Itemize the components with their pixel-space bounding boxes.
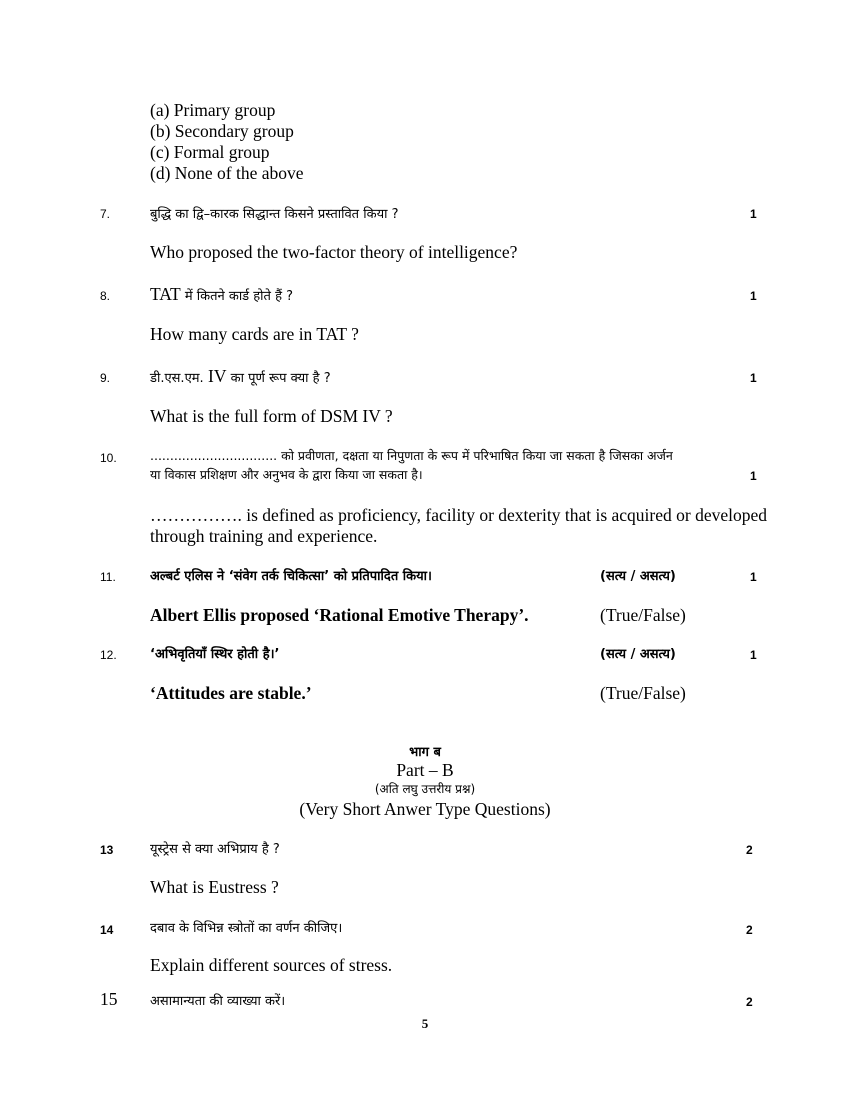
question-mark: 1 xyxy=(750,648,757,662)
question-mark: 1 xyxy=(750,371,757,385)
question-hindi: दबाव के विभिन्न स्त्रोतों का वर्णन कीजिए। xyxy=(150,921,343,936)
question-english-line1: ……………. is defined as proficiency, facility or dexterity that is acquired or developed xyxy=(150,505,768,525)
question-hindi-suffix: का पूर्ण रूप क्या है ? xyxy=(226,371,331,386)
section-hindi-title: भाग ब xyxy=(409,745,441,760)
question-hindi-text: में कितने कार्ड होते हैं ? xyxy=(180,289,294,304)
section-subtitle: (Very Short Anwer Type Questions) xyxy=(299,799,551,819)
question-mark: 2 xyxy=(746,923,753,937)
question-hindi: असामान्यता की व्याख्या करें। xyxy=(150,994,286,1009)
question-english: How many cards are in TAT ? xyxy=(150,324,359,344)
question-english: Who proposed the two-factor theory of intelligence? xyxy=(150,242,518,262)
option-d: (d) None of the above xyxy=(150,163,304,183)
question-mark: 2 xyxy=(746,843,753,857)
question-hindi-prefix: TAT xyxy=(150,284,181,304)
option-c: (c) Formal group xyxy=(150,142,270,162)
question-hindi-mid: IV xyxy=(203,366,227,386)
question-hindi-text: डी.एस.एम. xyxy=(150,371,204,386)
question-number: 10. xyxy=(100,451,117,465)
question-number: 7. xyxy=(100,207,111,221)
option-a: (a) Primary group xyxy=(150,100,276,120)
question-english: ‘Attitudes are stable.’ xyxy=(150,683,312,703)
true-false-english: (True/False) xyxy=(600,605,686,625)
question-mark: 2 xyxy=(746,995,753,1009)
question-hindi: ‘अभिवृतियाँ स्थिर होती है।’ xyxy=(150,647,280,662)
question-number: 15 xyxy=(100,989,118,1009)
question-number: 9. xyxy=(100,371,111,385)
question-hindi: अल्बर्ट एलिस ने ‘संवेग तर्क चिकित्सा’ को प्रतिपादित किया। xyxy=(150,569,432,584)
question-hindi xyxy=(150,284,293,305)
question-number: 14 xyxy=(100,923,114,937)
question-mark: 1 xyxy=(750,570,757,584)
question-mark: 1 xyxy=(750,289,757,303)
question-english: Explain different sources of stress. xyxy=(150,955,393,975)
question-hindi: बुद्धि का द्वि–कारक सिद्धान्त किसने प्रस्तावित किया ? xyxy=(150,207,399,222)
question-number: 12. xyxy=(100,648,117,662)
question-english: What is the full form of DSM IV ? xyxy=(150,406,393,426)
true-false-english: (True/False) xyxy=(600,683,686,703)
question-hindi xyxy=(150,366,331,387)
question-mark: 1 xyxy=(750,469,757,483)
section-title: Part – B xyxy=(396,760,454,780)
true-false-hindi: (सत्य / असत्य) xyxy=(600,569,676,584)
question-number: 11. xyxy=(100,570,116,584)
true-false-hindi: (सत्य / असत्य) xyxy=(600,647,676,662)
section-hindi-subtitle: (अति लघु उत्तरीय प्रश्न) xyxy=(374,782,476,796)
question-hindi: यूस्ट्रेस से क्या अभिप्राय है ? xyxy=(150,842,280,857)
question-number: 8. xyxy=(100,289,111,303)
question-hindi-line1: ................................ को प्रवीणता, दक्षता या निपुणता के रूप में परिभाषित किया जा सकता है जिसका अर्जन xyxy=(150,448,673,463)
question-mark: 1 xyxy=(750,207,757,221)
question-hindi-line2: या विकास प्रशिक्षण और अनुभव के द्वारा किया जा सकता है। xyxy=(150,467,423,482)
option-b: (b) Secondary group xyxy=(150,121,294,141)
page-number: 5 xyxy=(421,1016,429,1031)
question-english: What is Eustress ? xyxy=(150,877,279,897)
question-number: 13 xyxy=(100,843,114,857)
question-english: Albert Ellis proposed ‘Rational Emotive Therapy’. xyxy=(150,605,529,625)
question-english-line2: through training and experience. xyxy=(150,526,378,546)
